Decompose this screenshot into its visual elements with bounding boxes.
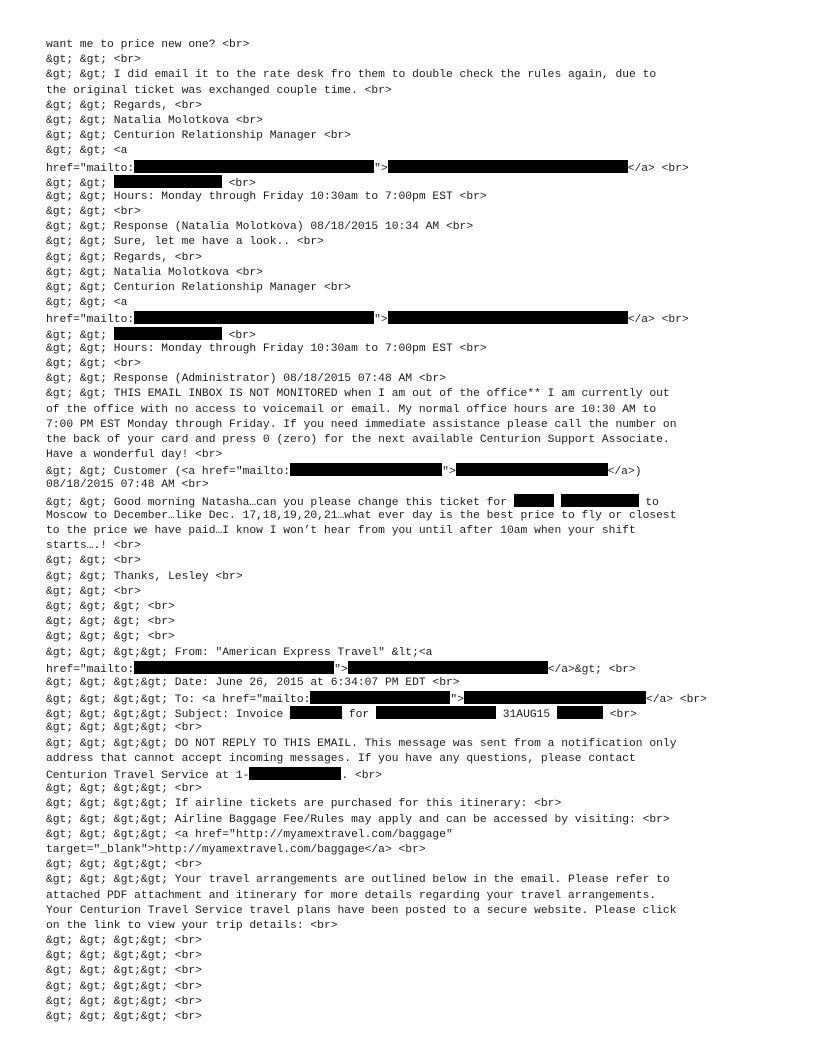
email-line <box>46 448 786 463</box>
line-text: on the link to view your trip details: <br> <box>46 919 338 932</box>
line-text: &gt; &gt; <a <box>46 297 128 310</box>
email-line <box>46 615 786 630</box>
line-text: href="mailto: <box>46 314 135 327</box>
email-line <box>46 342 786 357</box>
line-text: &gt; &gt; <br> <box>46 585 141 598</box>
line-text: &gt; &gt; &gt;&gt; Subject: Invoice <box>46 709 291 722</box>
email-line <box>46 327 786 342</box>
line-text: &gt; &gt; &gt; <br> <box>46 631 175 644</box>
email-line <box>46 281 786 296</box>
line-text: &gt; &gt; &gt; <br> <box>46 616 175 629</box>
line-text: </a>) <box>607 466 642 479</box>
email-line <box>46 251 786 266</box>
line-text: &gt; &gt; &gt;&gt; <br> <box>46 783 202 796</box>
email-line <box>46 873 786 888</box>
line-text: &gt; &gt; <br> <box>46 206 141 219</box>
email-line <box>46 38 786 53</box>
email-line <box>46 676 786 691</box>
line-text: for <box>342 709 376 722</box>
email-line <box>46 797 786 812</box>
email-line <box>46 858 786 873</box>
redaction-bar <box>249 767 341 780</box>
email-line <box>46 387 786 402</box>
email-line <box>46 84 786 99</box>
line-text: &gt; &gt; <a <box>46 145 128 158</box>
email-line <box>46 524 786 539</box>
line-text: Centurion Travel Service at 1- <box>46 770 250 782</box>
email-line <box>46 357 786 372</box>
line-text: &gt; &gt; &gt;&gt; DO NOT REPLY TO THIS EMAIL. This message was sent from a notification only <box>46 737 677 750</box>
redaction-bar <box>114 327 222 340</box>
line-text: &gt; &gt; Customer (<a href="mailto: <box>46 466 291 479</box>
line-text: &gt; &gt; &gt;&gt; Airline Baggage Fee/Rules may apply and can be accessed by visiting: <br> <box>46 813 670 826</box>
email-line <box>46 494 786 509</box>
email-line <box>46 114 786 129</box>
redaction-bar <box>561 494 639 507</box>
line-text: &gt; &gt; Thanks, Lesley <br> <box>46 570 243 583</box>
redaction-bar <box>134 311 374 324</box>
email-line <box>46 904 786 919</box>
line-text: &gt; &gt; Good morning Natasha…can you please change this ticket for <box>46 496 514 509</box>
line-text: 08/18/2015 07:48 AM <br> <box>46 479 209 492</box>
email-line <box>46 570 786 585</box>
email-line <box>46 630 786 645</box>
line-text: &gt; &gt; Centurion Relationship Manager <br> <box>46 282 352 294</box>
line-text: . <br> <box>341 770 383 782</box>
email-line <box>46 995 786 1010</box>
line-text: &gt; &gt; &gt;&gt; <br> <box>46 935 202 948</box>
line-text: &gt; &gt; &gt;&gt; <br> <box>46 859 202 872</box>
line-text: &gt; &gt; THIS EMAIL INBOX IS NOT MONITORED when I am out of the office** I am currently out <box>46 388 670 401</box>
email-line <box>46 646 786 661</box>
redaction-bar <box>134 661 334 674</box>
line-text: Moscow to December…like Dec. 17,18,19,20,21…what ever day is the best price to fly or closest <box>46 509 677 522</box>
redaction-bar <box>388 311 628 324</box>
email-line <box>46 691 786 706</box>
email-line <box>46 266 786 281</box>
email-line <box>46 53 786 68</box>
email-line <box>46 190 786 205</box>
line-text: &gt; &gt; Sure, let me have a look.. <br> <box>46 236 324 249</box>
email-line <box>46 205 786 220</box>
email-line <box>46 828 786 843</box>
email-line <box>46 509 786 524</box>
email-line <box>46 403 786 418</box>
email-line <box>46 813 786 828</box>
line-text: <br> <box>602 709 637 722</box>
email-line <box>46 980 786 995</box>
email-line <box>46 463 786 478</box>
email-line <box>46 600 786 615</box>
redaction-bar <box>348 661 548 674</box>
line-text: &gt; &gt; &gt;&gt; <br> <box>46 995 202 1008</box>
redaction-bar <box>456 463 608 476</box>
email-line <box>46 706 786 721</box>
email-line <box>46 585 786 600</box>
line-text: &gt; &gt; Natalia Molotkova <br> <box>46 266 263 279</box>
line-text: &gt; &gt; &gt;&gt; <br> <box>46 950 202 963</box>
email-line <box>46 539 786 554</box>
email-line <box>46 160 786 175</box>
email-line <box>46 220 786 235</box>
redaction-bar <box>290 706 342 719</box>
line-text: <br> <box>221 329 256 342</box>
line-text: </a> <br> <box>627 162 689 175</box>
line-text: starts….! <br> <box>46 540 141 553</box>
redaction-bar <box>310 691 450 704</box>
line-text: &gt; &gt; Natalia Molotkova <br> <box>46 114 263 127</box>
line-text: the back of your card and press 0 (zero) for the next available Centurion Support Associate. <box>46 433 670 446</box>
line-text: &gt; &gt; <br> <box>46 357 141 370</box>
line-text: &gt; &gt; <box>46 177 114 190</box>
email-document <box>46 38 786 1025</box>
line-text: &gt; &gt; Hours: Monday through Friday 10:30am to 7:00pm EST <br> <box>46 190 487 203</box>
line-text: &gt; &gt; I did email it to the rate desk fro them to double check the rules again, due to <box>46 69 657 82</box>
line-text: attached PDF attachment and itinerary for more details regarding your travel arrangements. <box>46 889 657 902</box>
line-text: "> <box>374 314 388 327</box>
line-text: </a> <br> <box>627 314 689 327</box>
redaction-bar <box>290 463 442 476</box>
email-line <box>46 175 786 190</box>
line-text: &gt; &gt; Centurion Relationship Manager <br> <box>46 130 352 143</box>
email-line <box>46 311 786 326</box>
line-text: to the price we have paid…I know I won’t hear from you until after 10am when your shift <box>46 525 636 537</box>
line-text: "> <box>442 466 456 479</box>
line-text: want me to price new one? <br> <box>46 39 250 51</box>
line-text: 31AUG15 <box>495 709 557 722</box>
line-text: </a>&gt; <br> <box>547 663 636 676</box>
line-text: "> <box>374 162 388 175</box>
line-text: &gt; &gt; &gt;&gt; From: "American Express Travel" &lt;<a <box>46 646 433 659</box>
line-text: &gt; &gt; &gt;&gt; <br> <box>46 965 202 978</box>
line-text: &gt; &gt; Hours: Monday through Friday 10:30am to 7:00pm EST <br> <box>46 342 487 355</box>
line-text: &gt; &gt; &gt; <br> <box>46 600 175 613</box>
line-text: "> <box>334 663 348 676</box>
line-text: &gt; &gt; &gt;&gt; Your travel arrangements are outlined below in the email. Please refer to <box>46 874 670 887</box>
email-line <box>46 478 786 493</box>
redaction-bar <box>464 691 646 704</box>
email-line <box>46 296 786 311</box>
line-text: &gt; &gt; &gt;&gt; If airline tickets are purchased for this itinerary: <br> <box>46 798 562 811</box>
line-text: &gt; &gt; Response (Natalia Molotkova) 08/18/2015 10:34 AM <br> <box>46 221 474 234</box>
email-line <box>46 782 786 797</box>
redaction-bar <box>134 160 374 173</box>
line-text: <br> <box>221 177 256 190</box>
email-line <box>46 372 786 387</box>
redaction-bar <box>514 494 554 507</box>
line-text: href="mailto: <box>46 663 135 676</box>
email-line <box>46 144 786 159</box>
email-line <box>46 964 786 979</box>
line-text: &gt; &gt; <box>46 329 114 342</box>
line-text: &gt; &gt; Regards, <br> <box>46 99 202 112</box>
redaction-bar <box>114 175 222 188</box>
line-text: &gt; &gt; &gt;&gt; Date: June 26, 2015 at 6:34:07 PM EDT <br> <box>46 676 460 689</box>
line-text: address that cannot accept incoming messages. If you have any questions, please contact <box>46 752 636 765</box>
email-line <box>46 1010 786 1025</box>
line-text: &gt; &gt; <br> <box>46 54 141 67</box>
line-text: &gt; &gt; Response (Administrator) 08/18/2015 07:48 AM <br> <box>46 373 446 386</box>
email-line <box>46 99 786 114</box>
redaction-bar <box>388 160 628 173</box>
email-line <box>46 433 786 448</box>
email-line <box>46 934 786 949</box>
email-line <box>46 919 786 934</box>
line-text: the original ticket was exchanged couple time. <br> <box>46 84 392 97</box>
email-line <box>46 554 786 569</box>
line-text <box>554 497 561 509</box>
email-line <box>46 889 786 904</box>
email-line <box>46 949 786 964</box>
line-text: &gt; &gt; &gt;&gt; <br> <box>46 1011 202 1023</box>
line-text: &gt; &gt; &gt;&gt; <br> <box>46 722 202 735</box>
email-line <box>46 661 786 676</box>
email-line <box>46 767 786 782</box>
email-line <box>46 129 786 144</box>
line-text: href="mailto: <box>46 162 135 175</box>
line-text: &gt; &gt; Regards, <br> <box>46 251 202 264</box>
line-text: &gt; &gt; <br> <box>46 555 141 568</box>
email-line <box>46 418 786 433</box>
email-line <box>46 752 786 767</box>
email-line <box>46 843 786 858</box>
redaction-bar <box>376 706 496 719</box>
line-text: to <box>638 496 659 509</box>
line-text: Your Centurion Travel Service travel plans have been posted to a secure website. Please click <box>46 904 677 917</box>
line-text: "> <box>450 694 464 707</box>
email-line <box>46 721 786 736</box>
line-text: &gt; &gt; &gt;&gt; <a href="http://myamextravel.com/baggage" <box>46 828 453 841</box>
line-text: Have a wonderful day! <br> <box>46 449 223 462</box>
line-text: &gt; &gt; &gt;&gt; <br> <box>46 980 202 993</box>
line-text: </a> <br> <box>645 694 707 707</box>
line-text: target="_blank">http://myamextravel.com/baggage</a> <br> <box>46 843 426 856</box>
line-text: of the office with no access to voicemail or email. My normal office hours are 10:30 AM to <box>46 403 657 416</box>
email-line <box>46 235 786 250</box>
line-text: 7:00 PM EST Monday through Friday. If you need immediate assistance please call the number on <box>46 418 677 431</box>
email-line <box>46 68 786 83</box>
line-text: &gt; &gt; &gt;&gt; To: <a href="mailto: <box>46 694 311 707</box>
email-line <box>46 737 786 752</box>
redaction-bar <box>557 706 603 719</box>
